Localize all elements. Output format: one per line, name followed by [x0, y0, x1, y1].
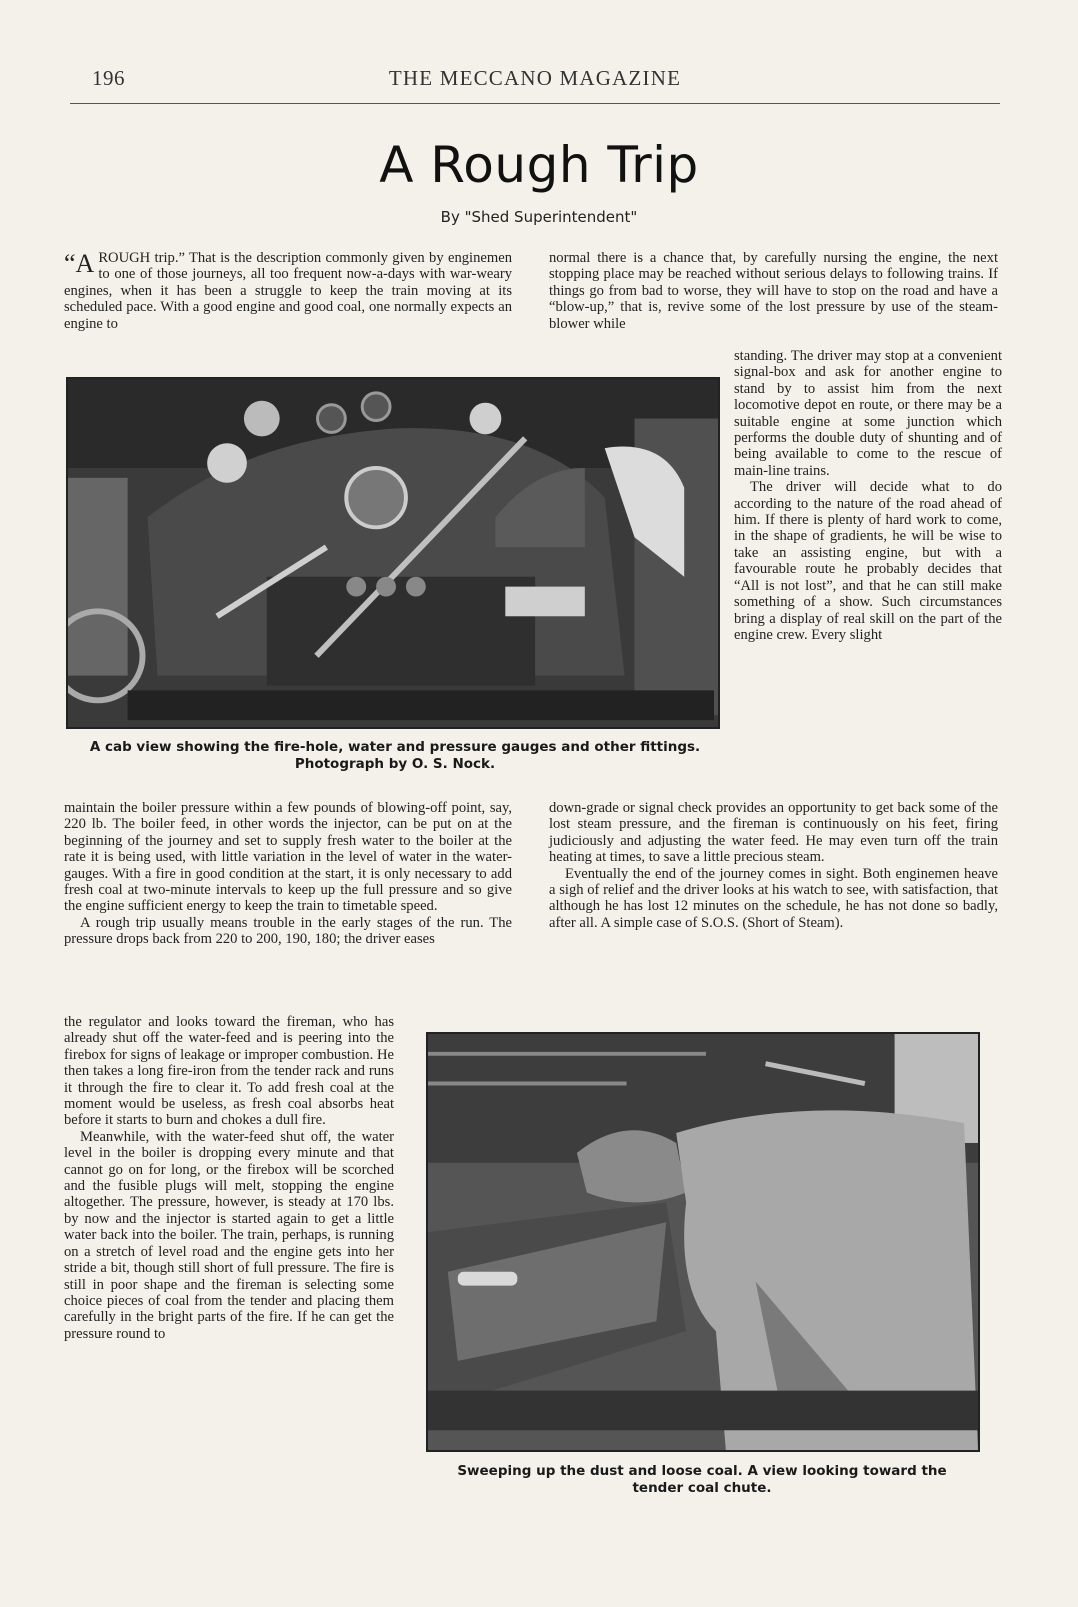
paragraph: the regulator and looks toward the fireman, who has already shut off the water-feed and is peering into the firebox for signs of leakage or improper combustion. He then takes a long fire-iron from the tender rack and runs it through the fire to clear it. To add fresh coal at the moment would be useless, as fresh coal absorbs heat before it starts to burn and chokes a dull fire.	[64, 1014, 394, 1129]
paragraph: A rough trip usually means trouble in the early stages of the run. The pressure drops back from 220 to 200, 190, 180; the driver eases	[64, 914, 512, 948]
drop-cap: “A	[64, 249, 95, 278]
tender-photo	[426, 1032, 980, 1452]
article-title: A Rough Trip	[379, 136, 699, 194]
running-header	[70, 66, 1000, 96]
column-right-top	[549, 250, 998, 332]
opening-text: ROUGH trip.” That is the description commonly given by enginemen to one of those journeys, all too frequent now-a-days with war-weary engines, when it has been a struggle to keep the train moving at its scheduled pace. With a good engine and good coal, one normally expects an engine to	[64, 250, 512, 332]
byline: By "Shed Superintendent"	[440, 208, 638, 226]
header-rule	[70, 103, 1000, 104]
tender-caption-line-1: Sweeping up the dust and loose coal. A view looking toward the	[457, 1463, 947, 1479]
tender-caption-line-2: tender coal chute.	[632, 1480, 772, 1496]
tender-photo-caption	[412, 1463, 992, 1497]
column-left-top	[64, 250, 512, 332]
paragraph: The driver will decide what to do according to the nature of the road ahead of him. If there is plenty of hard work to come, in the shape of gradients, he will be wise to take an assisting engine, but with a favourable route he probably decides that “All is not lost”, and that he can still make something of a show. Such circumstances bring a display of real skill on the part of the engine crew. Every slight	[734, 479, 1002, 643]
page-number: 196	[92, 66, 125, 90]
paragraph: down-grade or signal check provides an opportunity to get back some of the lost steam pressure, and the fireman is continuously on his feet, firing judiciously and adjusting the water feed. He may even turn off the train heating at times, to save a little precious steam.	[549, 800, 998, 866]
column-right-wrap	[734, 348, 1002, 643]
paragraph: Meanwhile, with the water-feed shut off, the water level in the boiler is dropping every minute and that cannot go on for long, or the firebox will be scorched and the fusible plugs will melt, stopping the engine altogether. The pressure, however, is steady at 170 lbs. by now and the injector is started again to get a little water back into the boiler. The train, perhaps, is running on a stretch of level road and the engine gets into her stride a bit, though still short of full pressure. The fire is still in poor shape and the fireman is selecting some choice pieces of coal from the tender and placing them carefully in the bright parts of the fire. If he can get the pressure round to	[64, 1128, 394, 1342]
column-left-narrow	[64, 1014, 394, 1342]
magazine-title: THE MECCANO MAGAZINE	[388, 66, 682, 90]
paragraph: standing. The driver may stop at a convenient signal-box and ask for another engine to stand by to assist him from the next locomotive depot en route, or there may be a suitable engine at some junction which performs the double duty of shunting and of being available to come to the rescue of main-line trains.	[734, 348, 1002, 479]
cab-caption-line-1: A cab view showing the fire-hole, water and pressure gauges and other fittings.	[89, 739, 701, 755]
opening-paragraph	[64, 250, 512, 332]
tender-image	[428, 1034, 978, 1450]
paragraph: maintain the boiler pressure within a few pounds of blowing-off point, say, 220 lb. The boiler feed, in other words the injector, can be put on at the beginning of the journey and set to supply fresh water to the boiler at the rate it is being used, with little variation in the level of water in the water-gauges. With a fire in good condition at the start, it is only necessary to add fresh coal at two-minute intervals to keep up the full pressure and so give the engine sufficient energy to keep the train to timetable speed.	[64, 800, 512, 915]
cab-photo-caption	[50, 739, 740, 773]
cab-view-image	[68, 379, 718, 727]
column-right-bottom	[549, 800, 998, 931]
column-left-bottom	[64, 800, 512, 948]
cab-view-photo	[66, 377, 720, 729]
paragraph: normal there is a chance that, by carefully nursing the engine, the next stopping place may be reached without serious delays to following trains. If things go from bad to worse, they will have to stop on the road and have a “blow-up,” that is, revive some of the lost pressure by use of the steam-blower while	[549, 250, 998, 332]
cab-caption-credit: Photograph by O. S. Nock.	[294, 756, 496, 772]
paragraph: Eventually the end of the journey comes in sight. Both enginemen heave a sigh of relief and the driver looks at his watch to see, with satisfaction, that although he has lost 12 minutes on the schedule, he has not done so badly, after all. A simple case of S.O.S. (Short of Steam).	[549, 865, 998, 931]
